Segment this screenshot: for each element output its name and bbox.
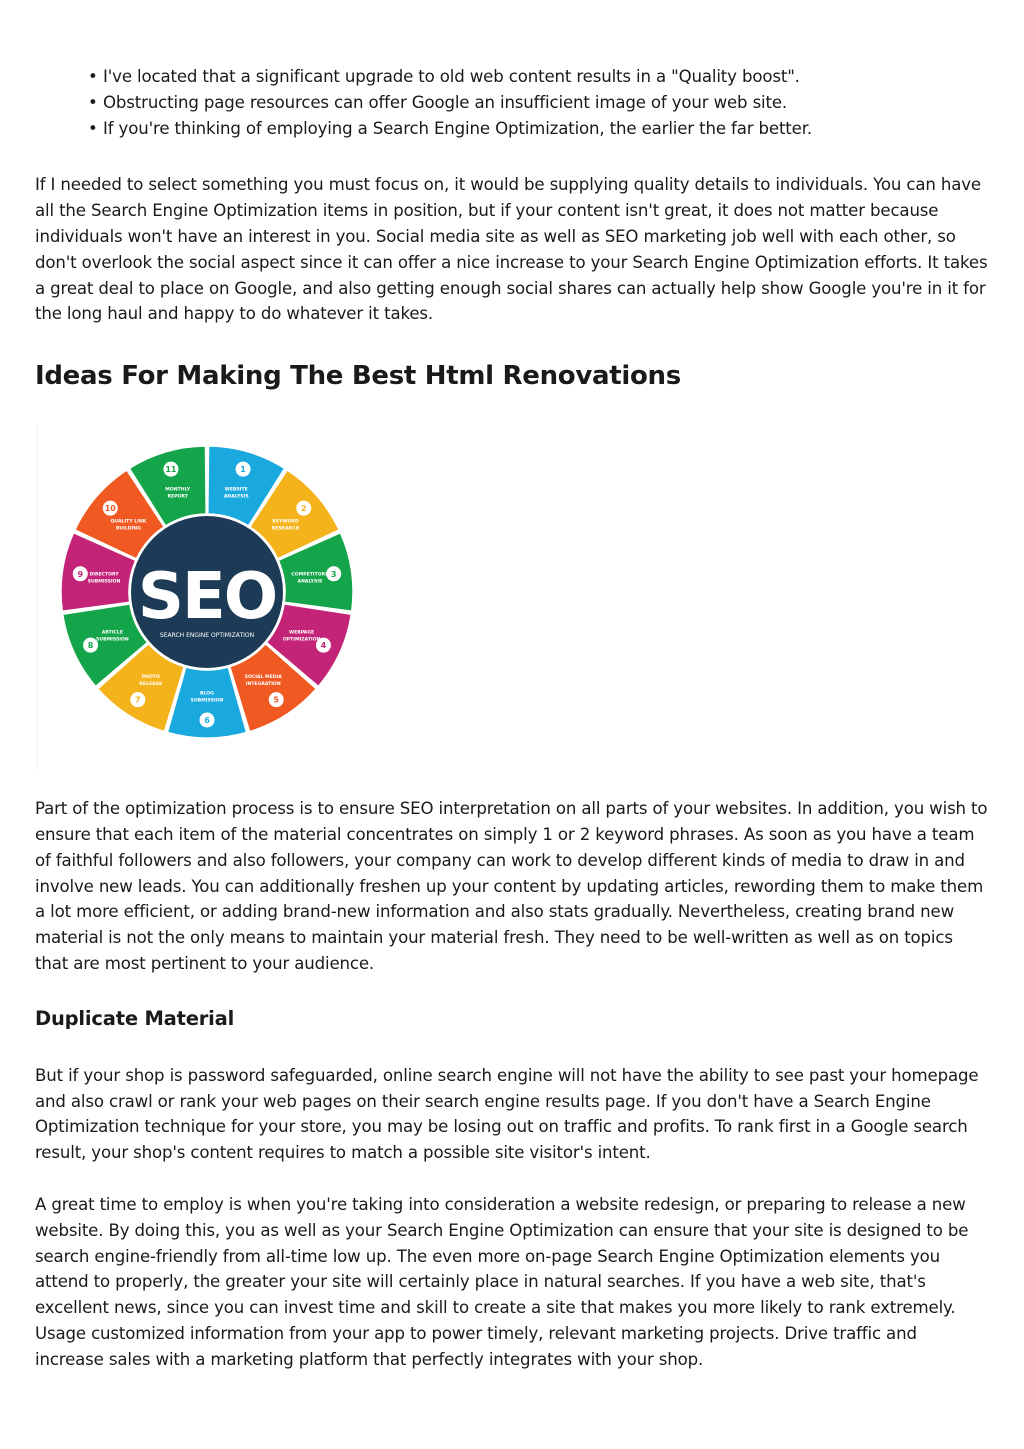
segment-label: REPORT xyxy=(167,494,188,500)
segment-label: BLOG xyxy=(200,691,214,697)
segment-label: WEBPAGE xyxy=(289,630,315,636)
segment-number: 1 xyxy=(240,465,246,475)
bullet-item: • If you're thinking of employing a Search Engine Optimization, the earlier the far better. xyxy=(103,116,988,142)
seo-wheel-graphic xyxy=(35,424,370,769)
segment-number: 2 xyxy=(300,504,307,514)
section-heading: Ideas For Making The Best Html Renovations xyxy=(35,361,681,392)
bullet-list xyxy=(35,64,988,141)
segment-label: ANALYSIS xyxy=(223,494,249,500)
segment-label: PHOTO xyxy=(141,675,160,681)
segment-label: RESEARCH xyxy=(271,526,300,532)
segment-number: 4 xyxy=(320,641,327,651)
segment-label: ANALYSIS xyxy=(297,579,323,585)
segment-label: SUBMISSION xyxy=(87,579,121,585)
paragraph: But if your shop is password safeguarded, online search engine will not have the ability to see past your homepage and also crawl or rank your web pages on their search engine results page. If you don't have a Search Engine Optimization technique for your store, you may be losing out on traffic and profits. To rank first in a Google search result, your shop's content requires to match a possible site visitor's intent. xyxy=(35,1065,979,1163)
segment-label: OPTIMIZATION xyxy=(282,637,321,643)
seo-center-title: SEO xyxy=(137,560,277,635)
segment-label: SOCIAL MEDIA xyxy=(244,675,282,681)
segment-label: INTEGRATION xyxy=(245,682,281,688)
bullet-item: • Obstructing page resources can offer Google an insufficient image of your web site. xyxy=(103,90,988,116)
segment-label: DIRECTORY xyxy=(89,572,119,578)
segment-number: 5 xyxy=(273,695,279,705)
segment-label: KEYWORD xyxy=(272,519,299,525)
segment-label: COMPETITORS xyxy=(291,572,329,578)
segment-label: RELEASE xyxy=(139,682,163,688)
segment-number: 7 xyxy=(135,695,141,705)
segment-number: 3 xyxy=(330,569,337,579)
segment-number: 10 xyxy=(104,504,116,514)
segment-number: 9 xyxy=(77,569,84,579)
segment-label: SUBMISSION xyxy=(96,637,129,643)
segment-label: QUALITY LINK xyxy=(110,519,147,525)
segment-number: 8 xyxy=(87,641,94,651)
section-heading: Duplicate Material xyxy=(35,1006,235,1030)
segment-number: 6 xyxy=(204,716,210,726)
paragraph: A great time to employ is when you're taking into consideration a website redesign, or preparing to release a new website. By doing this, you as well as your Search Engine Optimization can ensure that your site is designed to be search engine-friendly from all-time low up. The even more on-page Search Engine Optimization elements you attend to properly, the greater your site will certainly place in natural searches. If you have a web site, that's excellent news, since you can invest time and skill to create a site that makes you more likely to rank extremely. Usage customized information from your app to power timely, relevant marketing projects. Drive traffic and increase sales with a marketing platform that perfectly integrates with your shop. xyxy=(35,1194,969,1369)
seo-wheel-image xyxy=(35,424,370,769)
segment-number: 11 xyxy=(165,465,177,475)
segment-label: SUBMISSION xyxy=(190,698,224,704)
segment-label: WEBSITE xyxy=(224,487,248,493)
seo-center-subtitle: SEARCH ENGINE OPTIMIZATION xyxy=(159,632,255,640)
paragraph: If I needed to select something you must focus on, it would be supplying quality details to individuals. You can have all the Search Engine Optimization items in position, but if your content isn't great, it does not matter because individuals won't have an interest in you. Social media site as well as SEO marketing job well with each other, so don't overlook the social aspect since it can offer a nice increase to your Search Engine Optimization efforts. It takes a great deal to place on Google, and also getting enough social shares can actually help show Google you're in it for the long haul and happy to do whatever it takes. xyxy=(35,175,988,324)
bullet-item: • I've located that a significant upgrade to old web content results in a "Quality boost". xyxy=(103,64,988,90)
segment-label: ARTICLE xyxy=(101,630,123,636)
paragraph: Part of the optimization process is to ensure SEO interpretation on all parts of your websites. In addition, you wish to ensure that each item of the material concentrates on simply 1 or 2 keyword phrases. As soon as you have a team of faithful followers and also followers, your company can work to develop different kinds of media to draw in and involve new leads. You can additionally freshen up your content by updating articles, rewording them to make them a lot more efficient, or adding brand-new information and also stats gradually. Nevertheless, creating brand new material is not the only means to maintain your material fresh. They need to be well-written as well as on topics that are most pertinent to your audience. xyxy=(35,799,988,973)
segment-label: BUILDING xyxy=(115,526,141,532)
segment-label: MONTHLY xyxy=(165,487,191,493)
